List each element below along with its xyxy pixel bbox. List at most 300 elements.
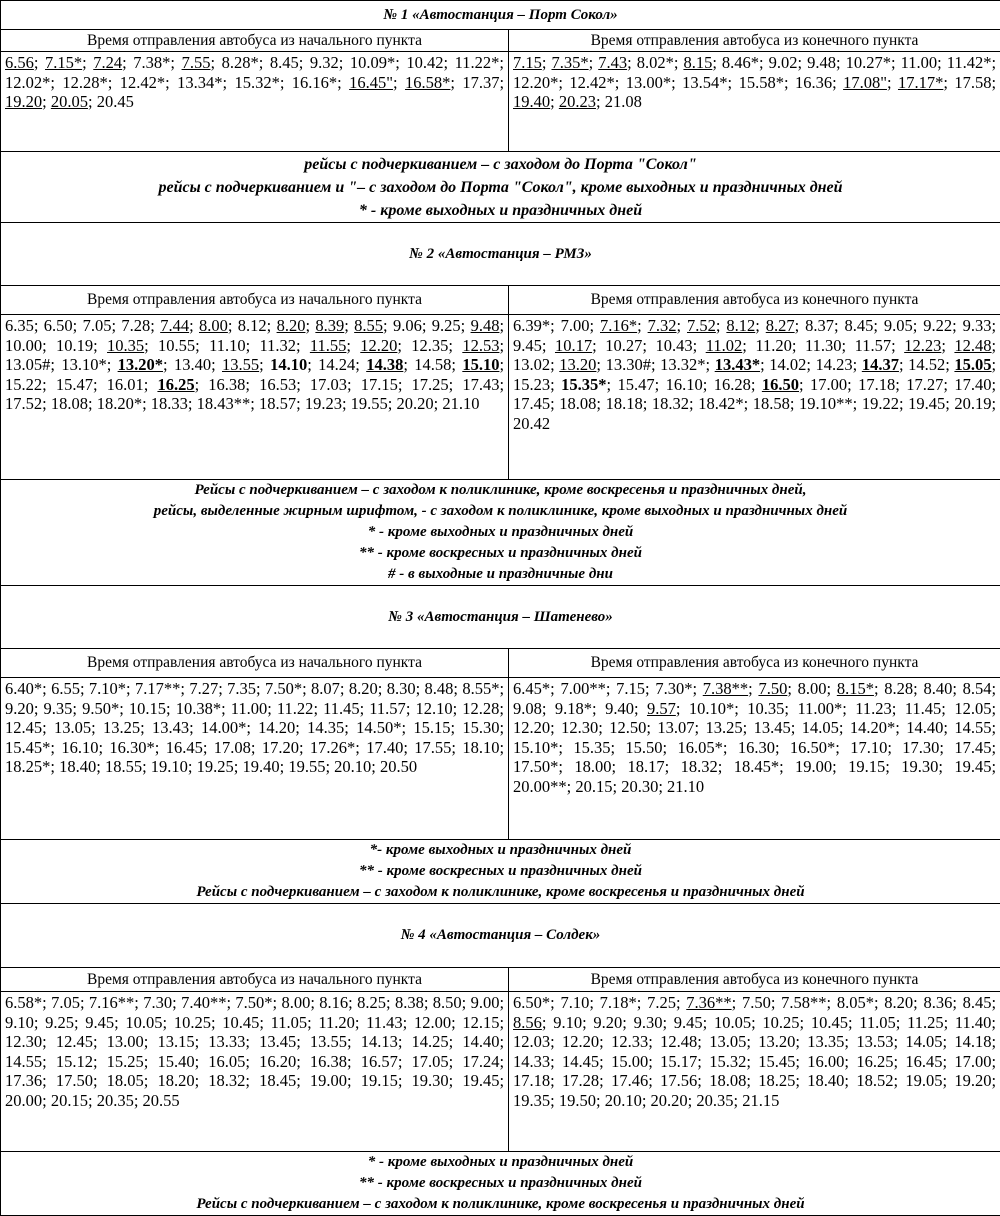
- departure-time: 13.25: [706, 718, 743, 737]
- departure-time: 10.42: [406, 53, 443, 72]
- departure-time: 17.08: [214, 738, 251, 757]
- departure-time: 14.35: [307, 718, 344, 737]
- departure-time: 13.25: [103, 718, 140, 737]
- departure-time: 11.00*: [797, 699, 842, 718]
- start-times-cell: 6.56; 7.15*; 7.24; 7.38*; 7.55; 8.28*; 8.45; 9.32; 10.09*; 10.42; 11.22*; 12.02*; 12.28*; 12.42*; 13.34*; 15.32*; 16.16*; 16.45"; 16.58*; 17.37; 19.20; 20.05; 20.45: [1, 52, 509, 152]
- departure-time: 11.57: [369, 699, 406, 718]
- departure-time: 12.23: [904, 336, 941, 355]
- departure-time: 6.50: [44, 316, 73, 335]
- departure-time: 16.45: [905, 1052, 942, 1071]
- start-times-cell: 6.35; 6.50; 7.05; 7.28; 7.44; 8.00; 8.12; 8.20; 8.39; 8.55; 9.06; 9.25; 9.48; 10.00; 10.19; 10.35; 10.55; 11.10; 11.32; 11.55; 12.20; 12.35; 12.53; 13.05#; 13.10*; 13.20*; 13.40; 13.55; 14.10; 14.24; 14.38; 14.58; 15.10; 15.22; 15.47; 16.01; 16.25; 16.38; 16.53; 17.03; 17.15; 17.25; 17.43; 17.52; 18.08; 18.20*; 18.33; 18.43**; 18.57; 19.23; 19.55; 20.20; 21.10: [1, 315, 509, 480]
- departure-time: 8.28: [884, 679, 913, 698]
- departure-time: 15.30: [462, 718, 499, 737]
- departure-time: 11.45: [323, 699, 360, 718]
- departure-time: 12.20: [360, 336, 397, 355]
- departure-time: 7.00: [561, 316, 590, 335]
- departure-time: 9.30: [634, 1013, 663, 1032]
- departure-time: 9.08: [513, 699, 542, 718]
- departure-time: 20.35: [97, 1091, 134, 1110]
- departure-time: 13.45: [754, 718, 791, 737]
- departure-time: 8.05*: [837, 993, 874, 1012]
- column-header-start: Время отправления автобуса из начального пункта: [1, 649, 509, 678]
- departure-time: 10.10*: [689, 699, 734, 718]
- departure-time: 10.45: [811, 1013, 848, 1032]
- departure-time: 9.50*: [82, 699, 119, 718]
- departure-time: 15.35: [573, 738, 610, 757]
- departure-time: 12.28: [462, 699, 499, 718]
- departure-time: 14.02: [769, 355, 806, 374]
- note-line: * - кроме выходных и праздничных дней: [1, 199, 1000, 222]
- departure-time: 14.05: [905, 1032, 942, 1051]
- departure-time: 14.05: [802, 718, 839, 737]
- departure-time: 16.10: [61, 738, 98, 757]
- departure-time: 13.32*: [660, 355, 705, 374]
- departure-time: 6.40*: [5, 679, 42, 698]
- departure-time: 18.40: [807, 1071, 844, 1090]
- departure-time: 13.43: [152, 718, 189, 737]
- departure-time: 19.10: [151, 757, 188, 776]
- departure-time: 13.00: [107, 1032, 144, 1051]
- departure-time: 16.45: [166, 738, 203, 757]
- departure-time: 7.44: [160, 316, 189, 335]
- departure-time: 12.48: [660, 1032, 697, 1051]
- departure-time: 8.27: [766, 316, 795, 335]
- departure-time: 14.24: [318, 355, 355, 374]
- departure-time: 20.05: [51, 92, 88, 111]
- departure-time: 8.45: [963, 993, 992, 1012]
- departure-time: 18.45*: [734, 757, 779, 776]
- departure-time: 8.00: [199, 316, 228, 335]
- departure-time: 15.45: [758, 1052, 795, 1071]
- departure-time: 14.58: [414, 355, 451, 374]
- departure-time: 9.45: [674, 1013, 703, 1032]
- departure-time: 6.55: [51, 679, 80, 698]
- departure-time: 18.32: [681, 757, 718, 776]
- departure-time: 14.20*: [850, 718, 895, 737]
- departure-time: 7.05: [83, 316, 112, 335]
- departure-time: 14.55: [954, 718, 991, 737]
- departure-time: 10.05: [714, 1013, 751, 1032]
- column-header-start: Время отправления автобуса из начального пункта: [1, 968, 509, 992]
- departure-time: 17.26*: [310, 738, 355, 757]
- departure-time: 11.05: [859, 1013, 896, 1032]
- departure-time: 12.05: [954, 699, 991, 718]
- departure-time: 19.15: [848, 757, 885, 776]
- route-notes: [1, 480, 1000, 586]
- departure-time: 8.30: [387, 679, 416, 698]
- departure-time: 20.19: [954, 394, 991, 413]
- departure-time: 17.27: [906, 375, 943, 394]
- departure-time: 7.50: [758, 679, 787, 698]
- departure-time: 16.05: [208, 1052, 245, 1071]
- departure-time: 15.47: [618, 375, 655, 394]
- departure-time: 9.02: [769, 53, 798, 72]
- departure-time: 18.05: [107, 1071, 144, 1090]
- departure-time: 20.55: [143, 1091, 180, 1110]
- departure-time: 14.23: [816, 355, 853, 374]
- end-times-cell: 6.45*; 7.00**; 7.15; 7.30*; 7.38**; 7.50; 8.00; 8.15*; 8.28; 8.40; 8.54; 9.08; 9.18*; 9.40; 9.57; 10.10*; 10.35; 11.00*; 11.23; 11.45; 12.05; 12.20; 12.30; 12.50; 13.07; 13.25; 13.45; 14.05; 14.20*; 14.40; 14.55; 15.10*; 15.35; 15.50; 16.05*; 16.30; 16.50*; 17.10; 17.30; 17.45; 17.50*; 18.00; 18.17; 18.32; 18.45*; 19.00; 19.15; 19.30; 19.45; 20.00**; 20.15; 20.30; 21.10: [509, 678, 1000, 840]
- note-line: ** - кроме воскресных и праздничных дней: [1, 861, 1000, 882]
- departure-time: 9.40: [605, 699, 634, 718]
- departure-time: 9.05: [884, 316, 913, 335]
- departure-time: 20.15: [575, 777, 612, 796]
- departure-time: 7.30: [143, 993, 172, 1012]
- departure-time: 12.03: [513, 1032, 550, 1051]
- departure-time: 7.50*: [235, 993, 272, 1012]
- departure-time: 18.08: [559, 394, 596, 413]
- departure-time: 17.28: [562, 1071, 599, 1090]
- departure-time: 16.53: [259, 375, 296, 394]
- departure-time: 11.22*: [455, 53, 500, 72]
- departure-time: 11.00: [231, 699, 268, 718]
- departure-time: 20.15: [51, 1091, 88, 1110]
- route-notes: [1, 840, 1000, 904]
- departure-time: 19.05: [905, 1071, 942, 1090]
- departure-time: 16.00: [807, 1052, 844, 1071]
- departure-time: 20.00: [5, 1091, 42, 1110]
- departure-time: 17.20: [262, 738, 299, 757]
- departure-time: 13.30#: [606, 355, 651, 374]
- departure-time: 14.45: [562, 1052, 599, 1071]
- column-header-end: Время отправления автобуса из конечного пункта: [509, 286, 1000, 315]
- departure-time: 7.27: [189, 679, 218, 698]
- departure-time: 7.24: [93, 53, 122, 72]
- departure-time: 14.25: [412, 1032, 449, 1051]
- departure-time: 11.10: [209, 336, 246, 355]
- departure-time: 17.36: [5, 1071, 42, 1090]
- departure-time: 17.37: [462, 73, 499, 92]
- departure-time: 18.18: [606, 394, 643, 413]
- departure-time: 19.55: [351, 394, 388, 413]
- departure-time: 12.30: [561, 718, 598, 737]
- departure-time: 11.23: [855, 699, 892, 718]
- departure-time: 9.22: [923, 316, 952, 335]
- departure-time: 11.57: [855, 336, 892, 355]
- departure-time: 17.45: [513, 394, 550, 413]
- column-header-start: Время отправления автобуса из начального пункта: [1, 30, 509, 52]
- departure-time: 7.30*: [655, 679, 692, 698]
- departure-time: 19.20: [5, 92, 42, 111]
- departure-time: 17.40: [954, 375, 991, 394]
- note-line: * - кроме выходных и праздничных дней: [1, 1152, 1000, 1173]
- departure-time: 15.35*: [561, 375, 606, 394]
- departure-time: 11.55: [310, 336, 347, 355]
- departure-time: 17.30: [902, 738, 939, 757]
- departure-time: 8.00: [798, 679, 827, 698]
- departure-time: 17.56: [660, 1071, 697, 1090]
- column-header-start: Время отправления автобуса из начального пункта: [1, 286, 509, 315]
- departure-time: 7.50: [742, 993, 771, 1012]
- departure-time: 18.17: [627, 757, 664, 776]
- departure-time: 18.08: [51, 394, 88, 413]
- departure-time: 7.28: [121, 316, 150, 335]
- departure-time: 10.17: [555, 336, 592, 355]
- departure-time: 13.20: [559, 355, 596, 374]
- departure-time: 6.56: [5, 53, 34, 72]
- departure-time: 8.25: [357, 993, 386, 1012]
- departure-time: 15.58*: [739, 73, 784, 92]
- note-line: рейсы с подчеркиванием и "– с заходом до Порта "Сокол", кроме выходных и праздничных дней: [1, 176, 1000, 199]
- departure-time: 16.01: [107, 375, 144, 394]
- departure-time: 16.28: [714, 375, 751, 394]
- departure-time: 17.45: [954, 738, 991, 757]
- departure-time: 16.20: [259, 1052, 296, 1071]
- departure-time: 7.15*: [45, 53, 82, 72]
- departure-time: 11.32: [259, 336, 296, 355]
- departure-time: 12.20*: [513, 73, 558, 92]
- departure-time: 8.45: [270, 53, 299, 72]
- departure-time: 16.38: [310, 1052, 347, 1071]
- departure-time: 12.00: [414, 1013, 451, 1032]
- departure-time: 16.50: [762, 375, 799, 394]
- departure-time: 15.32: [709, 1052, 746, 1071]
- departure-time: 10.35: [107, 336, 144, 355]
- departure-time: 15.12: [56, 1052, 93, 1071]
- departure-time: 7.52: [687, 316, 716, 335]
- departure-time: 10.55: [158, 336, 195, 355]
- departure-time: 7.32: [648, 316, 677, 335]
- departure-time: 17.55: [414, 738, 451, 757]
- departure-time: 17.00: [810, 375, 847, 394]
- departure-time: 13.35: [807, 1032, 844, 1051]
- departure-time: 10.05: [125, 1013, 162, 1032]
- departure-time: 9.35: [44, 699, 73, 718]
- departure-time: 13.05: [54, 718, 91, 737]
- departure-time: 13.55: [222, 355, 259, 374]
- departure-time: 15.10*: [513, 738, 558, 757]
- departure-time: 6.35: [5, 316, 34, 335]
- departure-time: 15.40: [157, 1052, 194, 1071]
- departure-time: 19.45: [954, 757, 991, 776]
- departure-time: 7.38*: [133, 53, 170, 72]
- departure-time: 8.40: [923, 679, 952, 698]
- departure-time: 13.20: [758, 1032, 795, 1051]
- departure-time: 9.00: [471, 993, 500, 1012]
- departure-time: 6.58*: [5, 993, 42, 1012]
- departure-time: 18.20: [157, 1071, 194, 1090]
- departure-time: 9.32: [310, 53, 339, 72]
- departure-time: 13.33: [208, 1032, 245, 1051]
- departure-time: 11.40: [955, 1013, 992, 1032]
- departure-time: 17.03: [310, 375, 347, 394]
- departure-time: 20.23: [559, 92, 596, 111]
- departure-time: 15.00: [611, 1052, 648, 1071]
- route-notes: [1, 1152, 1000, 1216]
- departure-time: 12.20: [513, 718, 550, 737]
- departure-time: 20.00**: [513, 777, 567, 796]
- departure-time: 12.30: [5, 1032, 42, 1051]
- note-line: # - в выходные и праздничные дни: [1, 564, 1000, 585]
- departure-time: 20.42: [513, 414, 550, 433]
- departure-time: 16.45": [349, 73, 393, 92]
- note-line: Рейсы с подчеркиванием – с заходом к поликлинике, кроме воскресенья и праздничных дней,: [1, 480, 1000, 501]
- departure-time: 7.58**: [781, 993, 826, 1012]
- departure-time: 15.50: [625, 738, 662, 757]
- note-line: рейсы, выделенные жирным шрифтом, - с заходом к поликлинике, кроме выходных и праздничных дней: [1, 501, 1000, 522]
- departure-time: 18.32: [208, 1071, 245, 1090]
- departure-time: 17.50: [56, 1071, 93, 1090]
- departure-time: 19.00: [795, 757, 832, 776]
- departure-time: 7.16**: [89, 993, 134, 1012]
- departure-time: 19.45: [462, 1071, 499, 1090]
- note-line: ** - кроме воскресных и праздничных дней: [1, 543, 1000, 564]
- departure-time: 8.16: [319, 993, 348, 1012]
- departure-time: 8.00: [281, 993, 310, 1012]
- departure-time: 15.32*: [234, 73, 279, 92]
- departure-time: 13.53: [856, 1032, 893, 1051]
- departure-time: 19.35: [513, 1091, 550, 1110]
- departure-time: 13.07: [657, 718, 694, 737]
- departure-time: 17.18: [513, 1071, 550, 1090]
- departure-time: 18.25*: [5, 757, 50, 776]
- departure-time: 16.10: [666, 375, 703, 394]
- departure-time: 10.27*: [846, 53, 891, 72]
- departure-time: 9.57: [647, 699, 676, 718]
- departure-time: 8.55*: [462, 679, 499, 698]
- departure-time: 6.45*: [513, 679, 550, 698]
- departure-time: 15.05: [954, 355, 991, 374]
- departure-time: 10.43: [655, 336, 692, 355]
- departure-time: 19.45: [908, 394, 945, 413]
- departure-time: 13.20*: [118, 355, 163, 374]
- departure-time: 18.45: [259, 1071, 296, 1090]
- departure-time: 21.08: [605, 92, 642, 111]
- departure-time: 8.50: [433, 993, 462, 1012]
- end-times-cell: 6.39*; 7.00; 7.16*; 7.32; 7.52; 8.12; 8.27; 8.37; 8.45; 9.05; 9.22; 9.33; 9.45; 10.17; 10.27; 10.43; 11.02; 11.20; 11.30; 11.57; 12.23; 12.48; 13.02; 13.20; 13.30#; 13.32*; 13.43*; 14.02; 14.23; 14.37; 14.52; 15.05; 15.23; 15.35*; 15.47; 16.10; 16.28; 16.50; 17.00; 17.18; 17.27; 17.40; 17.45; 18.08; 18.18; 18.32; 18.42*; 18.58; 19.10**; 19.22; 19.45; 20.19; 20.42: [509, 315, 1000, 480]
- departure-time: 11.42*: [947, 53, 992, 72]
- note-line: ** - кроме воскресных и праздничных дней: [1, 1173, 1000, 1194]
- departure-time: 7.35*: [551, 53, 588, 72]
- departure-time: 18.20*: [97, 394, 142, 413]
- departure-time: 16.36: [795, 73, 832, 92]
- departure-time: 14.20: [258, 718, 295, 737]
- departure-time: 8.37: [805, 316, 834, 335]
- departure-time: 21.10: [442, 394, 479, 413]
- departure-time: 18.33: [151, 394, 188, 413]
- departure-time: 8.20: [277, 316, 306, 335]
- departure-time: 20.35: [696, 1091, 733, 1110]
- departure-time: 17.58: [954, 73, 991, 92]
- departure-time: 12.10: [415, 699, 452, 718]
- departure-time: 9.45: [85, 1013, 114, 1032]
- departure-time: 14.00*: [201, 718, 246, 737]
- departure-time: 15.17: [660, 1052, 697, 1071]
- departure-time: 7.16*: [600, 316, 637, 335]
- departure-time: 9.25: [45, 1013, 74, 1032]
- departure-time: 13.10*: [61, 355, 106, 374]
- departure-time: 15.10: [462, 355, 499, 374]
- departure-time: 11.45: [905, 699, 942, 718]
- departure-time: 13.02: [513, 355, 550, 374]
- start-times-cell: 6.58*; 7.05; 7.16**; 7.30; 7.40**; 7.50*; 8.00; 8.16; 8.25; 8.38; 8.50; 9.00; 9.10; 9.25; 9.45; 10.05; 10.25; 10.45; 11.05; 11.20; 11.43; 12.00; 12.15; 12.30; 12.45; 13.00; 13.15; 13.33; 13.45; 13.55; 14.13; 14.25; 14.40; 14.55; 15.12; 15.25; 15.40; 16.05; 16.20; 16.38; 16.57; 17.05; 17.24; 17.36; 17.50; 18.05; 18.20; 18.32; 18.45; 19.00; 19.15; 19.30; 19.45; 20.00; 20.15; 20.35; 20.55: [1, 992, 509, 1152]
- departure-time: 20.20: [397, 394, 434, 413]
- departure-time: 8.39: [315, 316, 344, 335]
- departure-time: 19.22: [862, 394, 899, 413]
- departure-time: 7.43: [598, 53, 627, 72]
- departure-time: 19.15: [361, 1071, 398, 1090]
- departure-time: 11.05: [271, 1013, 308, 1032]
- departure-time: 13.55: [310, 1032, 347, 1051]
- departure-time: 17.24: [462, 1052, 499, 1071]
- column-header-end: Время отправления автобуса из конечного пункта: [509, 649, 1000, 678]
- route-notes: [1, 152, 1000, 223]
- departure-time: 16.57: [361, 1052, 398, 1071]
- departure-time: 15.23: [513, 375, 550, 394]
- departure-time: 16.30*: [109, 738, 154, 757]
- departure-time: 20.20: [651, 1091, 688, 1110]
- departure-time: 7.18*: [600, 993, 637, 1012]
- departure-time: 8.46*: [722, 53, 759, 72]
- departure-time: 17.43: [462, 375, 499, 394]
- departure-time: 8.02*: [637, 53, 674, 72]
- departure-time: 12.48: [954, 336, 991, 355]
- departure-time: 17.15: [361, 375, 398, 394]
- route-title: № 1 «Автостанция – Порт Сокол»: [1, 1, 1000, 30]
- departure-time: 12.45: [5, 718, 42, 737]
- end-times-cell: 6.50*; 7.10; 7.18*; 7.25; 7.36**; 7.50; 7.58**; 8.05*; 8.20; 8.36; 8.45; 8.56; 9.10; 9.20; 9.30; 9.45; 10.05; 10.25; 10.45; 11.05; 11.25; 11.40; 12.03; 12.20; 12.33; 12.48; 13.05; 13.20; 13.35; 13.53; 14.05; 14.18; 14.33; 14.45; 15.00; 15.17; 15.32; 15.45; 16.00; 16.25; 16.45; 17.00; 17.18; 17.28; 17.46; 17.56; 18.08; 18.25; 18.40; 18.52; 19.05; 19.20; 19.35; 19.50; 20.10; 20.20; 20.35; 21.15: [509, 992, 1000, 1152]
- departure-time: 14.40: [906, 718, 943, 737]
- departure-time: 15.45*: [5, 738, 50, 757]
- departure-time: 8.38: [395, 993, 424, 1012]
- departure-time: 14.50*: [356, 718, 401, 737]
- departure-time: 9.18*: [555, 699, 592, 718]
- departure-time: 13.43*: [715, 355, 760, 374]
- departure-time: 7.40**: [181, 993, 226, 1012]
- departure-time: 17.17*: [898, 73, 943, 92]
- departure-time: 17.10: [850, 738, 887, 757]
- departure-time: 16.05*: [677, 738, 722, 757]
- departure-time: 13.54*: [682, 73, 727, 92]
- departure-time: 13.45: [259, 1032, 296, 1051]
- departure-time: 17.52: [5, 394, 42, 413]
- departure-time: 8.54: [963, 679, 992, 698]
- departure-time: 18.32: [652, 394, 689, 413]
- departure-time: 18.42*: [698, 394, 743, 413]
- departure-time: 19.30: [901, 757, 938, 776]
- departure-time: 19.00: [310, 1071, 347, 1090]
- departure-time: 17.50*: [513, 757, 558, 776]
- departure-time: 7.05: [51, 993, 80, 1012]
- departure-time: 18.08: [709, 1071, 746, 1090]
- departure-time: 13.05: [709, 1032, 746, 1051]
- departure-time: 8.12: [238, 316, 267, 335]
- departure-time: 10.09*: [350, 53, 395, 72]
- note-line: *- кроме выходных и праздничных дней: [1, 840, 1000, 861]
- departure-time: 20.45: [97, 92, 134, 111]
- departure-time: 13.05#: [5, 355, 50, 374]
- departure-time: 10.35: [747, 699, 784, 718]
- departure-time: 16.30: [738, 738, 775, 757]
- departure-time: 8.07: [311, 679, 340, 698]
- departure-time: 10.19: [56, 336, 93, 355]
- departure-time: 12.53: [462, 336, 499, 355]
- departure-time: 21.15: [742, 1091, 779, 1110]
- departure-time: 8.56: [513, 1013, 542, 1032]
- departure-time: 10.25: [762, 1013, 799, 1032]
- departure-time: 9.25: [432, 316, 461, 335]
- departure-time: 12.42*: [120, 73, 165, 92]
- note-line: Рейсы с подчеркиванием – с заходом к поликлинике, кроме воскресенья и праздничных дней: [1, 882, 1000, 903]
- departure-time: 17.46: [611, 1071, 648, 1090]
- departure-time: 19.10**: [799, 394, 853, 413]
- route-title: № 3 «Автостанция – Шатенево»: [1, 586, 1000, 649]
- end-times-cell: 7.15; 7.35*; 7.43; 8.02*; 8.15; 8.46*; 9.02; 9.48; 10.27*; 11.00; 11.42*; 12.20*; 12.42*; 13.00*; 13.54*; 15.58*; 16.36; 17.08"; 17.17*; 17.58; 19.40; 20.23; 21.08: [509, 52, 1000, 152]
- departure-time: 19.55: [288, 757, 325, 776]
- departure-time: 7.17**: [135, 679, 180, 698]
- departure-time: 10.45: [222, 1013, 259, 1032]
- departure-time: 19.30: [412, 1071, 449, 1090]
- departure-time: 9.33: [963, 316, 992, 335]
